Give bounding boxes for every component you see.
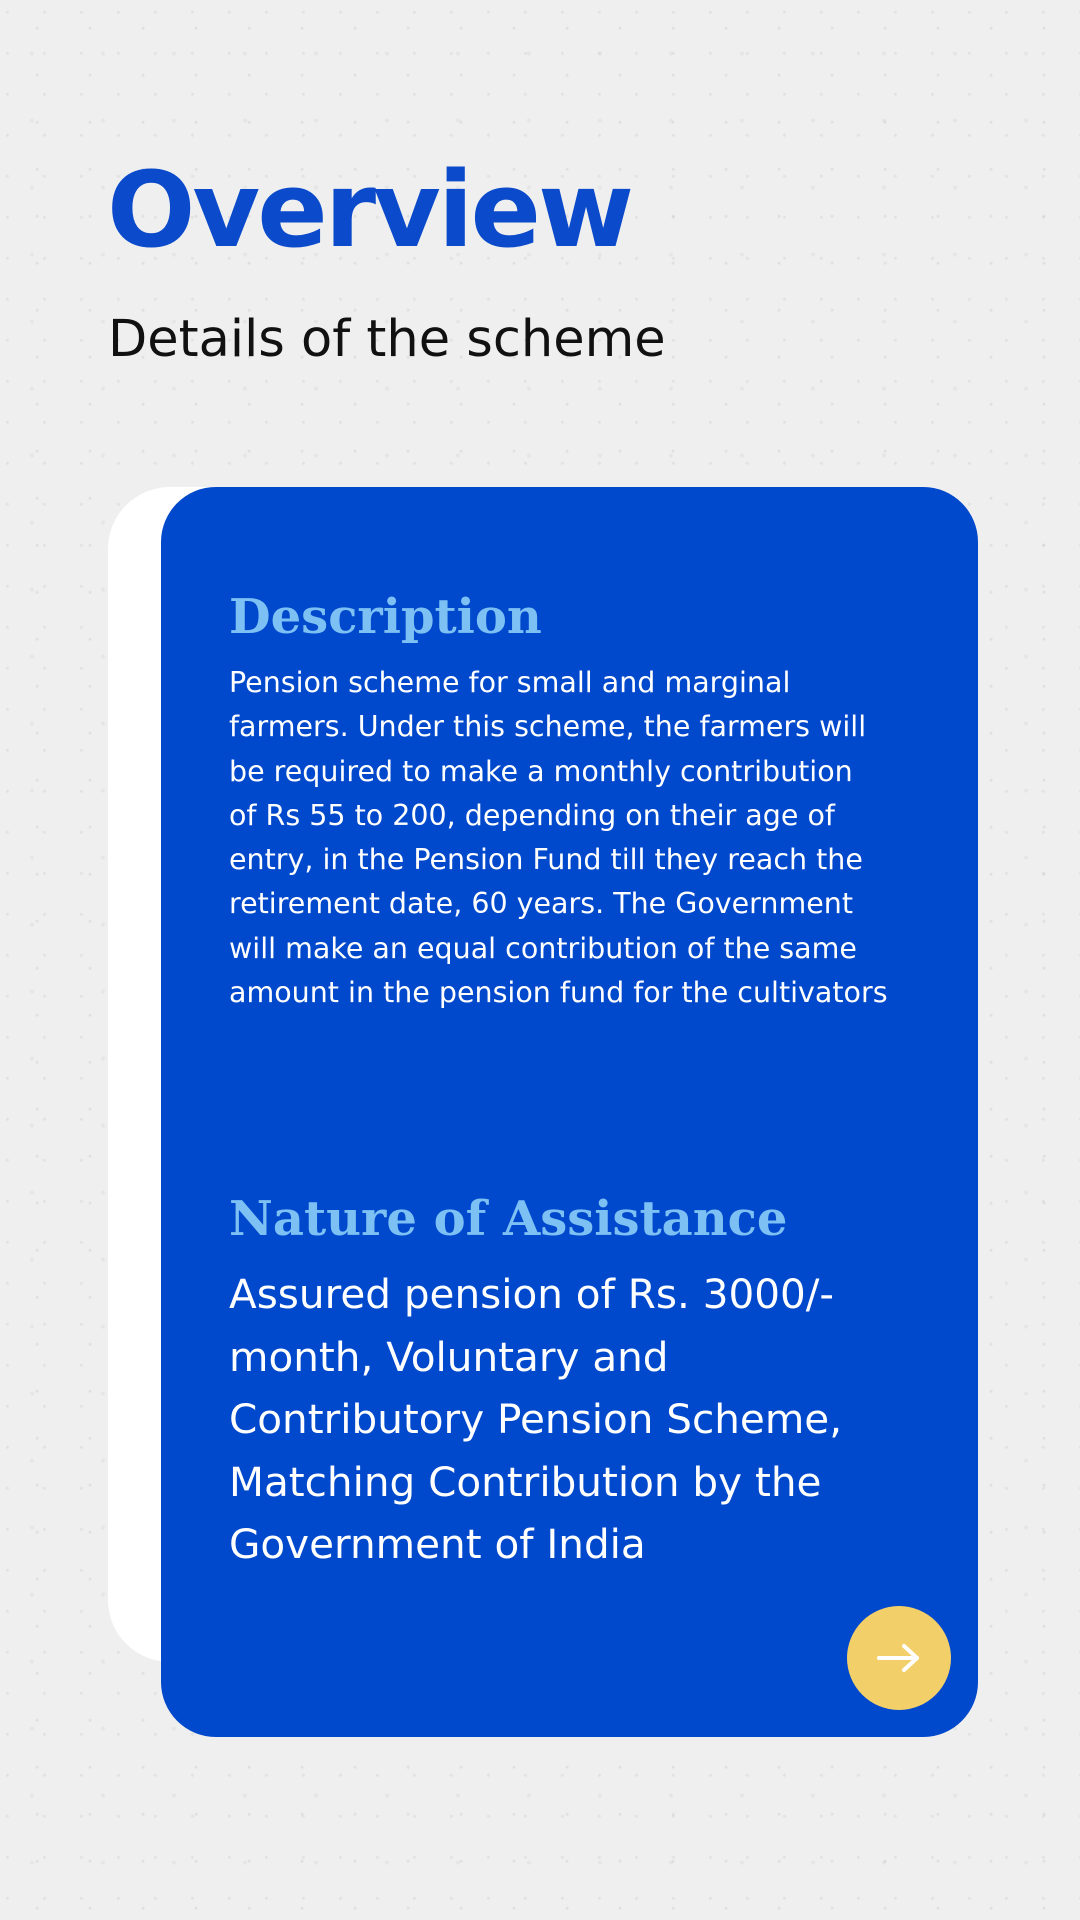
description-heading: Description: [229, 589, 542, 645]
assistance-heading: Nature of Assistance: [229, 1191, 788, 1247]
description-text: Pension scheme for small and marginal farmers. Under this scheme, the farmers will be required to make a monthly contribution of Rs 55 to 200, depending on their age of entry, in the Pension Fund till they reach the retirement date, 60 years. The Government will make an equal contribution of the same amount in the pension fund for the cultivators: [229, 666, 888, 1010]
next-button[interactable]: [847, 1606, 951, 1710]
assistance-text: Assured pension of Rs. 3000/- month, Voluntary and Contributory Pension Scheme, Matching Contribution by the Government of India: [229, 1270, 843, 1568]
page-subtitle: Details of the scheme: [108, 310, 666, 369]
scheme-details-card: [161, 487, 978, 1737]
page-title: Overview: [107, 149, 632, 271]
arrow-right-icon: [877, 1643, 921, 1673]
